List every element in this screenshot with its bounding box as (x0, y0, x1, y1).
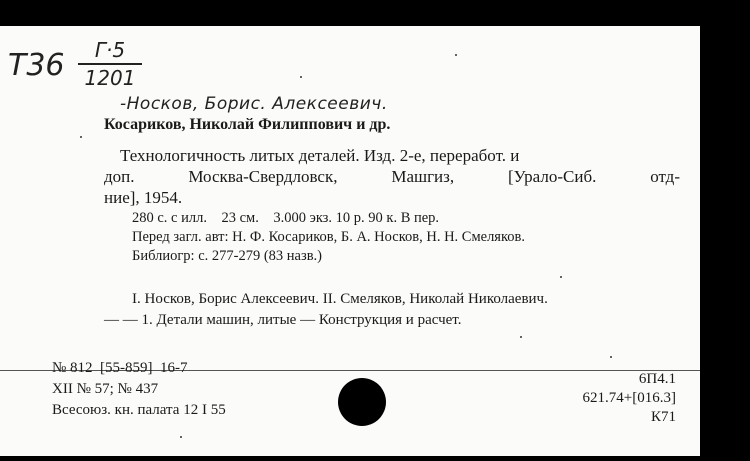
card-punch-hole (338, 378, 386, 426)
shelfmark-fraction (78, 38, 142, 91)
speck (80, 136, 82, 138)
title-line-2-word: доп. (104, 167, 135, 186)
speck (180, 436, 182, 438)
title-line-1: Технологичность литых деталей. Изд. 2-е, переработ. и (120, 146, 520, 165)
shelfmark-letters: Т36 (8, 48, 65, 83)
title-line-2-word: отд- (650, 167, 680, 186)
shelfmark-denominator: 1201 (84, 66, 136, 90)
footer-publisher-line: Всесоюз. кн. палата 12 I 55 (52, 402, 226, 418)
udc-code: 621.74+[016.3] (582, 390, 676, 406)
speck (520, 336, 522, 338)
title-line-3: ние], 1954. (104, 188, 183, 207)
scan-background (700, 0, 750, 461)
title-line-2-word: Машгиз, (391, 167, 455, 186)
physical-description: 280 с. с илл. 23 см. 3.000 экз. 10 р. 90 к. В пер. (132, 210, 440, 226)
catalog-card (0, 26, 704, 456)
author-mark: К71 (650, 409, 676, 425)
tracing-line-2: — — 1. Детали машин, литые — Конструкция и расчет. (104, 312, 462, 328)
speck (300, 76, 302, 78)
speck (560, 276, 562, 278)
tracing-line-1: I. Носков, Борис Алексеевич. II. Смеляков, Николай Николаевич. (132, 291, 548, 307)
footer-index-line: XII № 57; № 437 (52, 381, 159, 397)
speck (455, 54, 457, 56)
title-line-2-word: [Урало-Сиб. (507, 167, 597, 186)
speck (610, 356, 612, 358)
main-entry-heading: Косариков, Николай Филиппович и др. (104, 116, 391, 133)
shelfmark-numerator: Г·5 (78, 38, 142, 65)
authors-note: Перед загл. авт: Н. Ф. Косариков, Б. А. Носков, Н. Н. Смеляков. (132, 229, 526, 245)
classification-code: 6П4.1 (638, 371, 676, 387)
footer-record-number: № 812 [55-859] 16-7 (52, 360, 188, 376)
title-line-2 (104, 166, 680, 188)
handwritten-author: -Носков, Борис. Алексеевич. (120, 94, 388, 114)
bibliography-note: Библиогр: с. 277-279 (83 назв.) (132, 248, 323, 264)
title-line-2-word: Москва-Свердловск, (188, 167, 338, 186)
